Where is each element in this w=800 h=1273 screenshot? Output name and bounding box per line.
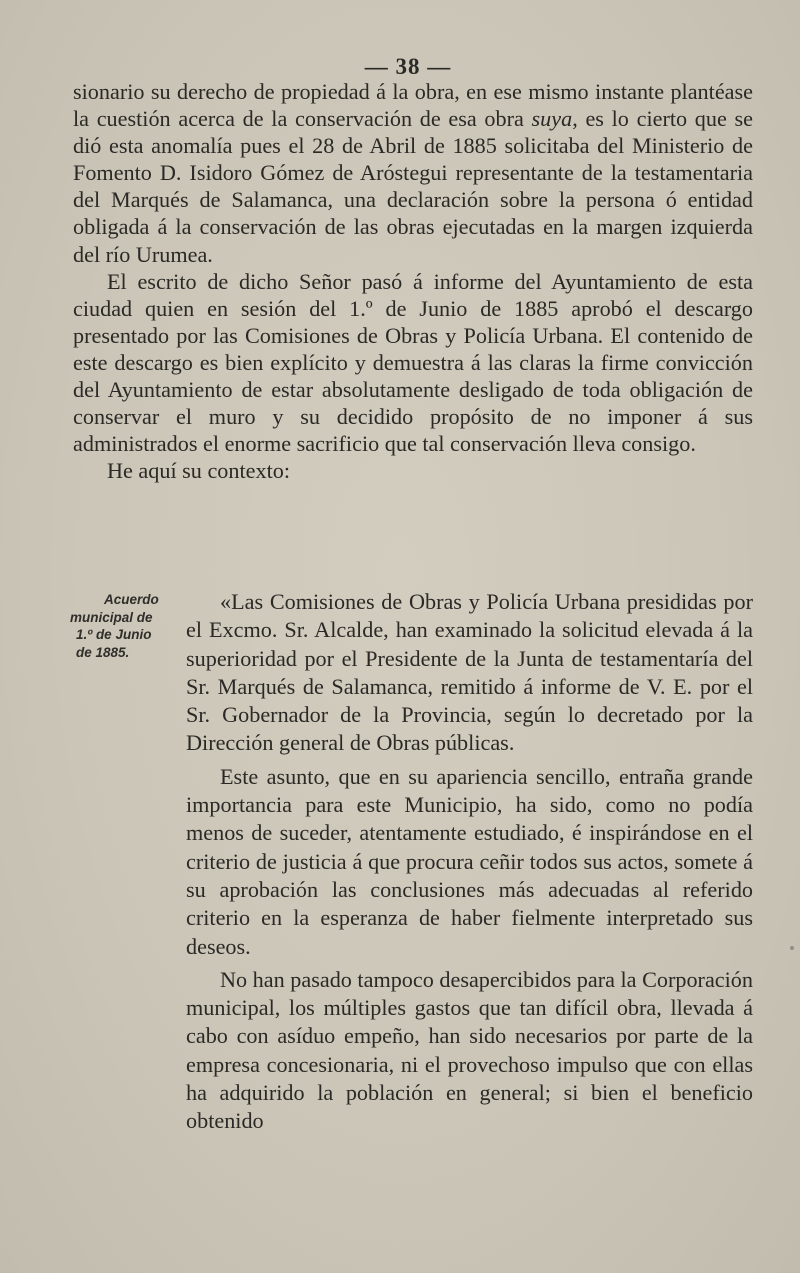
margin-note-line: Acuerdo xyxy=(104,592,159,607)
quote-paragraph: Este asunto, que en su apariencia sencillo, entraña grande importancia para este Municipio, ha sido, como no podía menos de suceder, atentamente estudiado, é inspirándose en el criterio de justicia á que procura ceñir todos sus actos, somete á su aprobación las conclusiones más adecuadas al referido criterio en la esperanza de haber fielmente interpretado sus deseos. xyxy=(186,763,753,959)
main-text xyxy=(73,78,753,484)
margin-note-line: de 1885. xyxy=(76,644,130,660)
quoted-resolution xyxy=(186,588,753,1136)
emphasized-word: suya xyxy=(531,106,573,132)
paragraph-continuation xyxy=(73,78,753,268)
margin-note-line: municipal de xyxy=(70,609,153,625)
page-number: — 38 — xyxy=(364,54,452,79)
paragraph-text: , es lo cierto que se dió esta anomalía pues el 28 de Abril de 1885 solicitaba del Ministerio de Fomento D. Isidoro Gómez de Aróstegui representante de la testamentaria del Marqués de Salamanca, una declaración sobre la persona ó entidad obligada á la conservación de las obras ejecutadas en la margen izquierda del río Urumea. xyxy=(73,106,754,267)
quote-paragraph: No han pasado tampoco desapercibidos para la Corporación municipal, los múltiples gastos que tan difícil obra, llevada á cabo con asíduo empeño, han sido necesarios por parte de la empresa concesionaria, ni el provechoso impulso que con ellas ha adquirido la población en general; si bien el beneficio obtenido xyxy=(186,966,753,1134)
quote-paragraph: «Las Comisiones de Obras y Policía Urbana presididas por el Excmo. Sr. Alcalde, han examinado la solicitud elevada á la superioridad por el Presidente de la Junta de testamentaría del Sr. Marqués de Salamanca, remitido á informe de V. E. por el Sr. Gobernador de la Provincia, según lo decretado por la Dirección general de Obras públicas. xyxy=(186,589,753,756)
margin-note xyxy=(70,591,182,661)
paragraph-text: sionario su derecho de propiedad á la obra, en ese mismo instante plantéase la cuestión acerca de la conservación de esa obra xyxy=(73,79,753,132)
margin-note-line: 1.º de Junio xyxy=(76,627,152,643)
paragraph-intro: He aquí su contexto: xyxy=(107,458,291,484)
paper-speck xyxy=(790,946,794,950)
paragraph: El escrito de dicho Señor pasó á informe del Ayuntamiento de esta ciudad quien en sesión del 1.º de Junio de 1885 aprobó el descargo presentado por las Comisiones de Obras y Policía Urbana. El contenido de este descargo es bien explícito y demuestra á las claras la firme convicción del Ayuntamiento de estar absolutamente desligado de toda obligación de conservar el muro y su decidido propósito de no imponer á sus administrados el enorme sacrificio que tal conservación lleva consigo. xyxy=(73,268,753,457)
